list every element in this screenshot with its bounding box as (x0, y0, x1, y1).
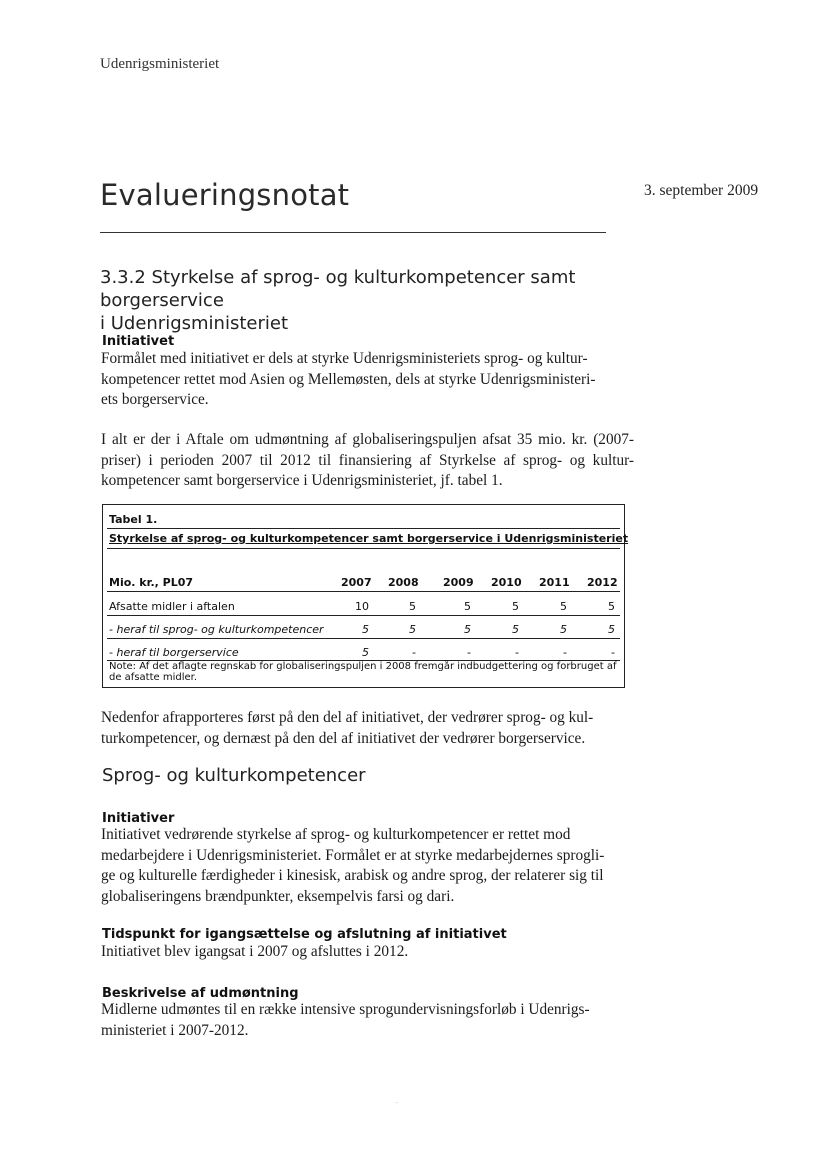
text-line: kompetencer samt borgerservice i Udenrigsministeriet, jf. tabel 1. (101, 472, 503, 489)
year-header: 2010 (491, 576, 522, 589)
table-cell: - (611, 646, 615, 659)
table-cell: 5 (512, 600, 519, 613)
initiative-heading: Initiativet (102, 334, 175, 349)
table-rule (107, 548, 620, 549)
section-heading-line-2: i Udenrigsministeriet (100, 313, 288, 334)
year-header: 2011 (539, 576, 570, 589)
table-caption: Styrkelse af sprog- og kulturkompetencer samt borgerservice i Udenrigsministeriet (109, 532, 629, 545)
table-cell: 5 (560, 623, 567, 636)
table-cell: 10 (355, 600, 369, 613)
table-cell: 5 (560, 600, 567, 613)
budget-table (102, 504, 629, 688)
table-cell: 5 (608, 600, 615, 613)
timing-paragraph: Initiativet blev igangsat i 2007 og afsluttes i 2012. (101, 943, 409, 960)
section-heading-line-1: 3.3.2 Styrkelse af sprog- og kulturkompetencer samt borgerservice (100, 267, 576, 311)
text-line: Nedenfor afrapporteres først på den del af initiativet, der vedrører sprog- og kul- (101, 709, 594, 726)
document-title: Evalueringsnotat (100, 178, 350, 212)
table-label: Tabel 1. (109, 513, 158, 526)
table-rule (107, 591, 620, 592)
section-heading (100, 266, 660, 335)
scan-mark: . (396, 1096, 398, 1105)
funding-paragraph (101, 430, 634, 492)
table-cell: - (412, 646, 416, 659)
subsection-heading: Sprog- og kulturkompetencer (102, 765, 366, 786)
text-line: ets borgerservice. (101, 391, 209, 408)
text-line: kompetencer rettet mod Asien og Mellemøsten, dels at styrke Udenrigsministeri- (101, 370, 596, 388)
table-note-line: de afsatte midler. (109, 672, 198, 683)
year-header: 2007 (341, 576, 372, 589)
table-rule (107, 615, 620, 616)
text-line: globaliseringens brændpunkter, eksempelvis farsi og dari. (101, 887, 455, 905)
table-cell: 5 (608, 623, 615, 636)
description-heading: Beskrivelse af udmøntning (102, 986, 299, 1001)
document-date: 3. september 2009 (644, 182, 759, 199)
year-header: 2009 (443, 576, 474, 589)
row-label: Afsatte midler i aftalen (109, 600, 235, 613)
row-label: - heraf til sprog- og kulturkompetencer (109, 623, 324, 636)
table-note (109, 661, 619, 683)
year-header: 2008 (388, 576, 419, 589)
table-cell: - (467, 646, 471, 659)
overview-paragraph (101, 708, 593, 749)
table-rule (107, 638, 620, 639)
initiatives-heading: Initiativer (102, 811, 175, 826)
text-line: ministeriet i 2007-2012. (101, 1021, 249, 1039)
table-cell: 5 (464, 600, 471, 613)
timing-heading: Tidspunkt for igangsættelse og afslutning af initiativet (102, 927, 507, 942)
text-line: medarbejdere i Udenrigsministeriet. Formålet er at styrke medarbejdernes sprogli- (101, 846, 605, 864)
text-line: ge og kulturelle færdigheder i kinesisk, arabisk og andre sprog, der relaterer sig til (101, 867, 604, 884)
description-paragraph (101, 1000, 590, 1041)
table-cell: 5 (409, 600, 416, 613)
text-line: Formålet med initiativet er dels at styrke Udenrigsministeriets sprog- og kultur- (101, 350, 588, 367)
text-line: turkompetencer, og dernæst på den del af initiativet der vedrører borgerservice. (101, 729, 586, 747)
initiatives-paragraph (101, 825, 604, 907)
table-cell: - (515, 646, 519, 659)
text-line: priser) i perioden 2007 til 2012 til finansiering af Styrkelse af sprog- og kultur- (101, 451, 634, 469)
ministry-name: Udenrigsministeriet (100, 56, 220, 72)
table-rule (107, 528, 620, 529)
text-line: Midlerne udmøntes til en række intensive sprogundervisningsforløb i Udenrigs- (101, 1001, 590, 1018)
table-cell: 5 (409, 623, 416, 636)
text-line: I alt er der i Aftale om udmøntning af globaliseringspuljen afsat 35 mio. kr. (2007- (101, 431, 634, 448)
table-cell: 5 (464, 623, 471, 636)
table-unit-header: Mio. kr., PL07 (109, 576, 194, 589)
table-note-line: Note: Af det aflagte regnskab for globaliseringspuljen i 2008 fremgår indbudgettering og forbruget af (109, 661, 617, 672)
table-cell: 5 (362, 646, 369, 659)
title-divider (100, 232, 606, 233)
table-cell: 5 (512, 623, 519, 636)
row-label: - heraf til borgerservice (109, 646, 239, 659)
year-header: 2012 (587, 576, 618, 589)
table-cell: - (563, 646, 567, 659)
table-cell: 5 (362, 623, 369, 636)
initiative-paragraph (101, 349, 595, 411)
text-line: Initiativet vedrørende styrkelse af sprog- og kulturkompetencer er rettet mod (101, 826, 571, 843)
